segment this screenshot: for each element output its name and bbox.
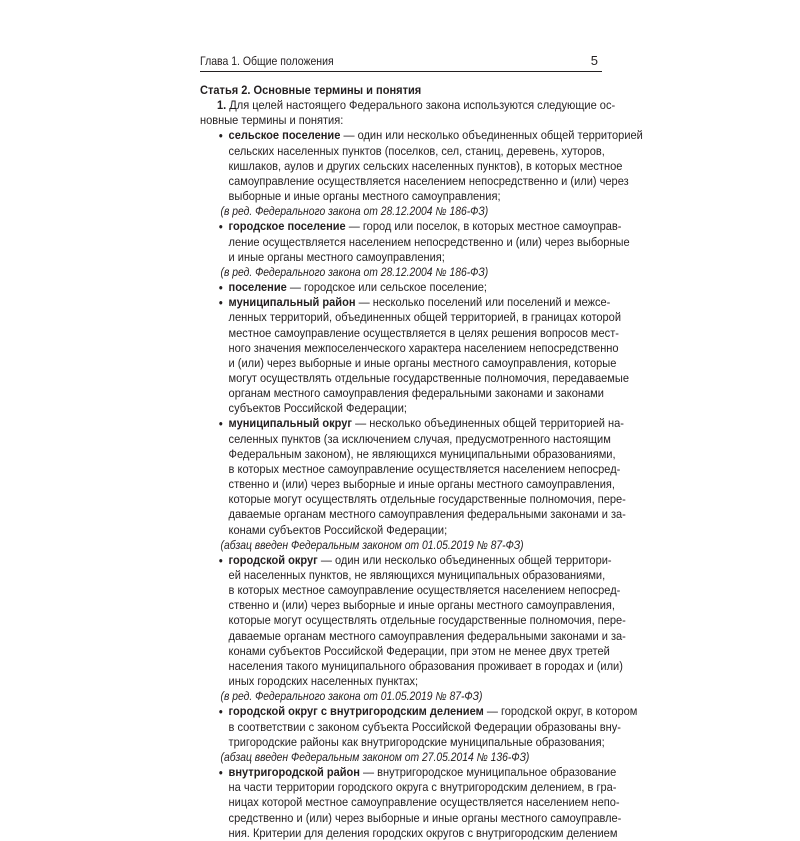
definition-item bbox=[200, 765, 617, 781]
amendment-note: (в ред. Федерального закона от 28.12.2004 № 186-ФЗ) bbox=[220, 205, 489, 219]
amendment-note: (абзац введен Федеральным законом от 27.05.2014 № 136-ФЗ) bbox=[220, 750, 530, 764]
definition-text: — город или поселок, в которых местное самоуправ- bbox=[345, 219, 622, 234]
definition-item bbox=[200, 704, 638, 720]
definition-line: выборные и иные органы местного самоуправления; bbox=[228, 189, 501, 204]
definition-line: ственно и (или) через выборные и иные органы местного самоуправления, bbox=[228, 598, 616, 613]
definition-text: — внутригородское муниципальное образование bbox=[359, 765, 617, 780]
definition-line: Федеральным законом), не являющихся муниципальными образованиями, bbox=[228, 446, 616, 461]
definition-item bbox=[200, 219, 622, 235]
chapter-title: Глава 1. Общие положения bbox=[200, 54, 334, 68]
intro-first-line bbox=[200, 98, 616, 113]
definition-line: и (или) через выборные и иные органы местного самоуправления, которые bbox=[228, 355, 617, 370]
term: поселение bbox=[228, 280, 287, 295]
bullet-icon: • bbox=[218, 128, 223, 144]
definition-line: и иные органы местного самоуправления; bbox=[228, 249, 445, 264]
definition-item bbox=[200, 280, 600, 295]
term: муниципальный округ bbox=[228, 416, 353, 431]
definition-item bbox=[200, 552, 612, 568]
definition-line: самоуправление осуществляется населением непосредственно и (или) через bbox=[228, 173, 629, 188]
definition-text: — несколько поселений или поселений и межсе- bbox=[355, 295, 611, 310]
paragraph-number: 1. bbox=[216, 98, 227, 113]
amendment-note: (в ред. Федерального закона от 28.12.2004 № 186-ФЗ) bbox=[220, 265, 489, 279]
definition-line: ницах которой местное самоуправление осуществляется населением непо- bbox=[228, 795, 620, 810]
term: городское поселение bbox=[228, 219, 346, 234]
bullet-icon: • bbox=[218, 704, 223, 720]
term: муниципальный район bbox=[228, 295, 356, 310]
definition-line: местное самоуправление осуществляется в целях решения вопросов мест- bbox=[228, 325, 619, 340]
page-number: 5 bbox=[590, 53, 598, 68]
definition-item bbox=[200, 295, 611, 311]
definition-text: — несколько объединенных общей территорией на- bbox=[352, 416, 624, 431]
definition-line: ния. Критерии для деления городских округов с внутригородским делением bbox=[228, 825, 618, 840]
definition-line: кишлаков, аулов и других сельских населенных пунктов), в которых местное bbox=[228, 158, 623, 173]
term: сельское поселение bbox=[228, 128, 341, 143]
definition-line: которые могут осуществлять отдельные государственные полномочия, пере- bbox=[228, 613, 626, 628]
bullet-icon: • bbox=[218, 219, 223, 235]
definition-line: сельских населенных пунктов (поселков, сел, станиц, деревень, хуторов, bbox=[228, 143, 605, 158]
definition-line: могут осуществлять отдельные государственные полномочия, передаваемые bbox=[228, 370, 630, 385]
definition-item bbox=[200, 416, 624, 432]
definition-line: населения такого муниципального образования проживает в городах и (или) bbox=[228, 658, 623, 673]
term: городской округ bbox=[228, 552, 318, 567]
definition-line: субъектов Российской Федерации; bbox=[228, 401, 407, 416]
bullet-icon: • bbox=[218, 765, 223, 781]
definition-line: органам местного самоуправления федеральными законами и законами bbox=[228, 386, 604, 401]
definition-line: ей населенных пунктов, не являющихся муниципальных образованиями, bbox=[228, 568, 606, 582]
definition-line: иных городских населенных пунктах; bbox=[228, 674, 419, 689]
article-title: Статья 2. Основные термины и понятия bbox=[200, 83, 422, 97]
intro-line: новные термины и понятия: bbox=[200, 113, 344, 128]
definition-text: — один или несколько объединенных общей территорией bbox=[340, 128, 643, 143]
definition-line: ственно и (или) через выборные и иные органы местного самоуправления, bbox=[228, 477, 616, 492]
definition-item bbox=[200, 128, 643, 144]
bullet-icon: • bbox=[218, 552, 223, 568]
amendment-note: (абзац введен Федеральным законом от 01.05.2019 № 87-ФЗ) bbox=[220, 538, 524, 552]
definition-line: ление осуществляется населением непосредственно и (или) через выборные bbox=[228, 234, 630, 249]
definition-line: даваемые органам местного самоуправления федеральными законами и за- bbox=[228, 628, 626, 643]
page-body bbox=[200, 83, 643, 841]
definition-text: — городской округ, в котором bbox=[483, 704, 638, 719]
bullet-icon: • bbox=[218, 295, 223, 311]
definition-line: ленных территорий, объединенных общей территорией, в границах которой bbox=[228, 310, 622, 325]
term: внутригородской район bbox=[228, 765, 360, 780]
intro-line: Для целей настоящего Федерального закона используются следующие ос- bbox=[229, 98, 616, 113]
definition-text: — один или несколько объединенных общей территори- bbox=[317, 552, 612, 567]
definition-line: в соответствии с законом субъекта Российской Федерации образованы вну- bbox=[228, 719, 621, 734]
definition-line: даваемые органам местного самоуправления федеральными законами и за- bbox=[228, 507, 626, 522]
amendment-note: (в ред. Федерального закона от 01.05.2019 № 87-ФЗ) bbox=[220, 690, 483, 704]
definition-line: конами субъектов Российской Федерации; bbox=[228, 522, 448, 537]
bullet-icon: • bbox=[218, 416, 223, 432]
term: городской округ с внутригородским делением bbox=[228, 704, 484, 719]
definition-text: — городское или сельское поселение; bbox=[286, 280, 488, 295]
running-header bbox=[200, 51, 602, 72]
definition-line: на части территории городского округа с внутригородским делением, в гра- bbox=[228, 780, 617, 795]
definition-line: тригородские районы как внутригородские муниципальные образования; bbox=[228, 734, 605, 749]
definition-line: ного значения межпоселенческого характера населением непосредственно bbox=[228, 340, 619, 355]
definition-line: которые могут осуществлять отдельные государственные полномочия, пере- bbox=[228, 492, 626, 507]
definition-line: селенных пунктов (за исключением случая, предусмотренного настоящим bbox=[228, 431, 611, 446]
definition-line: конами субъектов Российской Федерации, при этом не менее двух третей bbox=[228, 643, 610, 658]
definition-line: в которых местное самоуправление осуществляется населением непосред- bbox=[228, 461, 621, 476]
definition-line: средственно и (или) через выборные и иные органы местного самоуправле- bbox=[228, 810, 622, 825]
bullet-icon: • bbox=[218, 280, 223, 296]
definition-line: в которых местное самоуправление осуществляется населением непосред- bbox=[228, 583, 621, 598]
